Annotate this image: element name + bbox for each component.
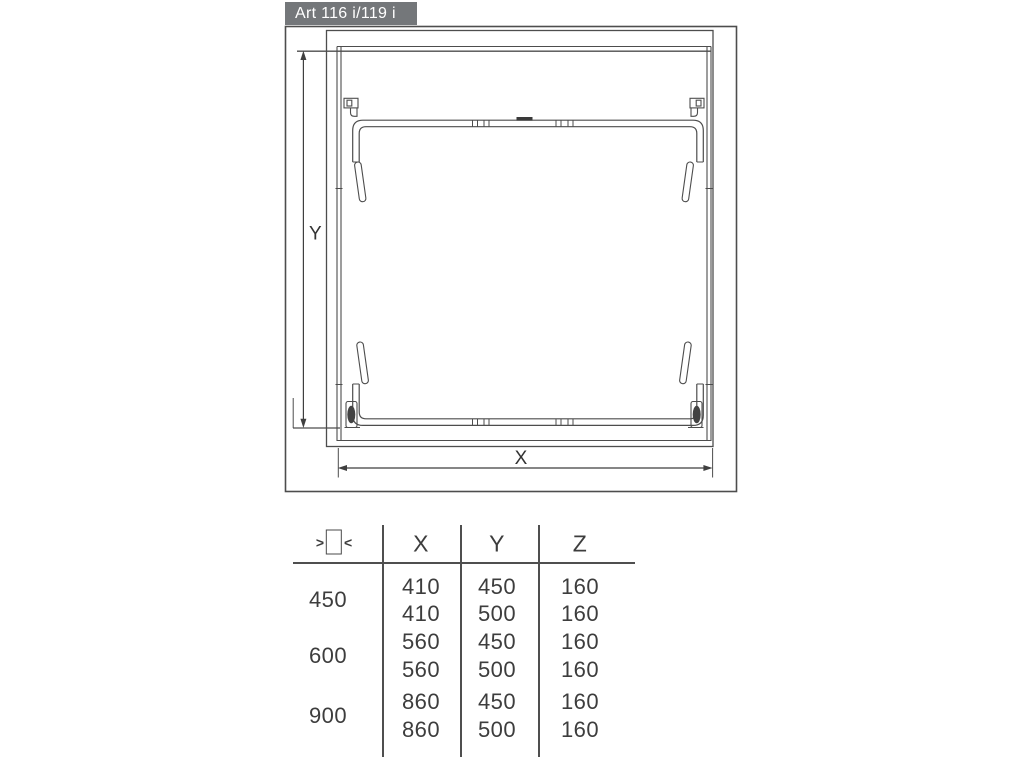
mount-rails: [336, 47, 713, 442]
table-cell: 160: [561, 717, 599, 742]
top-mount-clip: [344, 98, 358, 116]
table-cell: 160: [561, 657, 599, 682]
dimension-y: [300, 51, 322, 428]
table-cell: 410: [402, 574, 440, 599]
table-cell: 500: [478, 717, 516, 742]
col-header-z: Z: [572, 530, 588, 557]
group-width-600: 600: [309, 643, 347, 668]
arrow-right-icon: [703, 465, 712, 471]
table-cell: 500: [478, 657, 516, 682]
table-cell: 160: [561, 689, 599, 714]
group-width-450: 450: [309, 587, 347, 612]
table-cell: 560: [402, 657, 440, 682]
support-arms: [354, 162, 694, 385]
table-cell: 160: [561, 629, 599, 654]
col-header-x: X: [413, 530, 429, 557]
arrow-down-icon: [300, 419, 306, 428]
table-divider-3: [538, 525, 540, 757]
arrow-in-left-icon: >: [315, 534, 324, 550]
arrow-left-icon: [338, 465, 347, 471]
cabinet-box-icon: [326, 530, 342, 555]
dimension-x: [338, 448, 713, 478]
table-cell: 500: [478, 601, 516, 626]
article-title-box: [285, 2, 417, 25]
group-width-900: 900: [309, 703, 347, 728]
table-cell: 160: [561, 601, 599, 626]
table-divider-1: [382, 525, 384, 757]
table-header-underline: [293, 562, 635, 564]
table-cell: 860: [402, 689, 440, 714]
table-cell: 410: [402, 601, 440, 626]
table-cell: 560: [402, 629, 440, 654]
dim-x-label: X: [514, 448, 528, 469]
table-cell: 860: [402, 717, 440, 742]
dim-y-label: Y: [309, 223, 322, 245]
table-cell: 160: [561, 574, 599, 599]
article-title: Art 116 i/119 i: [295, 5, 396, 22]
cabinet-width-symbol: [316, 530, 352, 555]
table-cell: 450: [478, 629, 516, 654]
table-cell: 450: [478, 574, 516, 599]
center-clip-mark: [517, 117, 533, 121]
table-divider-2: [460, 525, 462, 757]
dimension-table: [293, 518, 635, 762]
pullout-frame: [353, 117, 704, 425]
arrow-up-icon: [300, 51, 306, 60]
col-header-y: Y: [489, 530, 505, 557]
table-cell: 450: [478, 689, 516, 714]
arrow-in-right-icon: <: [344, 534, 353, 550]
